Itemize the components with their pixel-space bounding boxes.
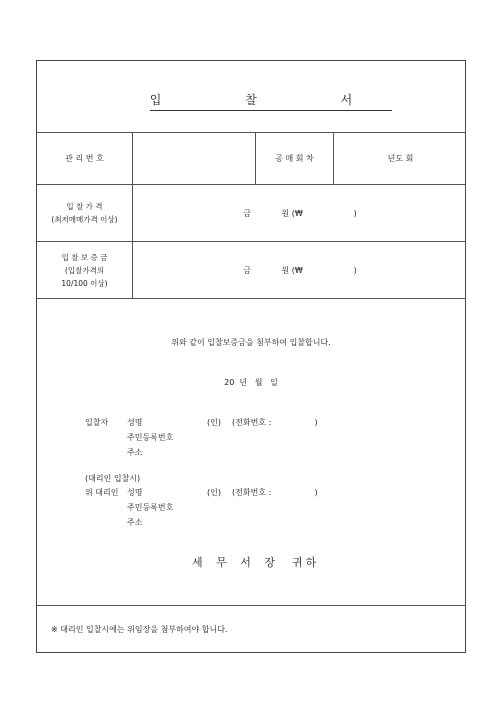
agent-address-label: 주소 xyxy=(127,518,143,527)
bid-form xyxy=(36,60,466,653)
bid-price-row xyxy=(37,185,465,242)
auction-round-value[interactable]: 년도 회 xyxy=(387,154,414,163)
form-title-text: 입 찰 서 xyxy=(150,91,392,111)
bid-price-amount[interactable]: 금 원 (₩ ) xyxy=(243,208,357,218)
deposit-label-sub2: 10/100 이상) xyxy=(61,278,108,288)
bidder-id-label: 주민등록번호 xyxy=(127,433,174,442)
agent-name-label: 성명 xyxy=(127,488,143,497)
bid-price-label-sub: (최저매매가격 이상) xyxy=(51,215,118,224)
management-row xyxy=(37,133,465,185)
form-title xyxy=(37,91,465,111)
bidder-label: 입찰자 xyxy=(85,418,109,427)
agent-label: 위 대리인 xyxy=(85,488,119,497)
recipient-title: 세 무 서 장 xyxy=(192,556,280,569)
honorific: 귀하 xyxy=(292,556,320,569)
statement-text: 위와 같이 입찰보증금을 첨부하여 입찰합니다. xyxy=(171,338,331,347)
deposit-label-main: 입 찰 보 증 금 xyxy=(61,252,108,262)
bid-price-label xyxy=(37,185,133,241)
date-line[interactable]: 20 년 월 일 xyxy=(224,378,278,387)
bidder-address-label: 주소 xyxy=(127,448,143,457)
footer-note: ※ 대리인 입찰시에는 위임장을 첨부하여야 합니다. xyxy=(51,625,228,634)
management-number-label: 관 리 번 호 xyxy=(37,133,133,184)
body-section xyxy=(37,299,465,606)
bid-price-label-main: 입 찰 가 격 xyxy=(66,202,103,211)
deposit-label xyxy=(37,242,133,298)
title-row xyxy=(37,61,465,133)
bidder-name-label: 성명 xyxy=(127,418,143,427)
deposit-row xyxy=(37,242,465,299)
deposit-label-sub1: (입찰가격의 xyxy=(64,265,105,275)
bidder-seal: (인) xyxy=(207,418,221,427)
deposit-amount[interactable]: 금 원 (₩ ) xyxy=(243,265,357,275)
bidder-phone[interactable]: (전화번호 : ) xyxy=(232,418,318,427)
agent-phone[interactable]: (전화번호 : ) xyxy=(232,488,318,497)
management-number-value[interactable] xyxy=(133,133,256,184)
agent-note: (대리인 입찰시) xyxy=(85,474,141,483)
auction-round-label: 공 매 회 차 xyxy=(256,133,334,184)
agent-id-label: 주민등록번호 xyxy=(127,503,174,512)
agent-seal: (인) xyxy=(207,488,221,497)
